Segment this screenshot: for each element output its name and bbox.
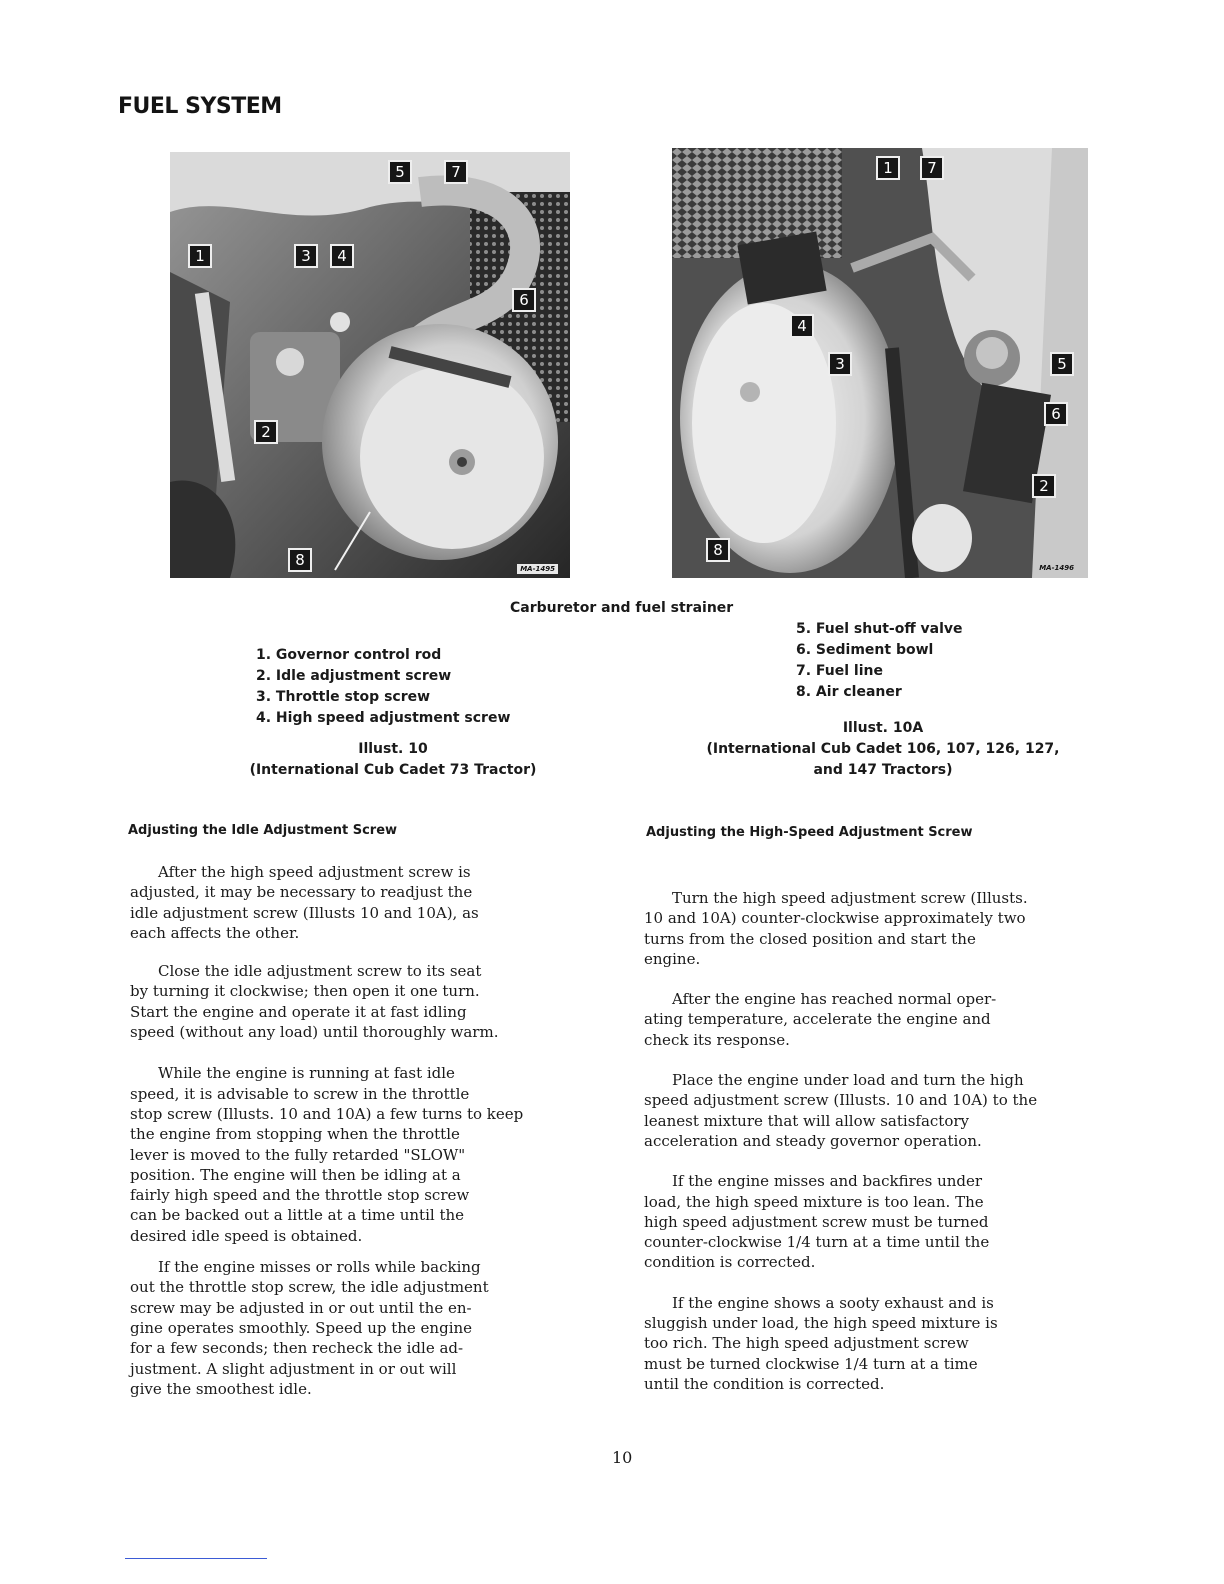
paragraph: Place the engine under load and turn the high speed adjustment screw (Illusts. 10 and 10A) to the leanest mixture that will allow satisfactory acceleration and steady governor operation. <box>644 1071 1038 1150</box>
illustration-number: Illust. 10 <box>358 741 428 757</box>
legend-item: 8. Air cleaner <box>796 684 902 700</box>
photo-code-label: MA-1495 <box>517 564 558 574</box>
callout-1: 1 <box>876 156 900 180</box>
legend-right <box>796 619 963 703</box>
illustration-label-left <box>208 739 578 781</box>
paragraph: If the engine misses and backfires under load, the high speed mixture is too lean. The high speed adjustment screw must be turned counter-clockwise 1/4 turn at a time until the condition is corrected. <box>644 1172 990 1272</box>
legend-item: 2. Idle adjustment screw <box>256 668 452 684</box>
figure-caption: Carburetor and fuel strainer <box>510 600 734 616</box>
paragraph: Turn the high speed adjustment screw (Illusts. 10 and 10A) counter-clockwise approximately two turns from the closed position and start the engine. <box>644 889 1028 968</box>
legend-item: 1. Governor control rod <box>256 647 442 663</box>
left-column <box>130 862 620 1399</box>
photo-code-label: MA-1496 <box>1039 564 1074 572</box>
legend-item: 6. Sediment bowl <box>796 642 934 658</box>
callout-8: 8 <box>706 538 730 562</box>
page-title: FUEL SYSTEM <box>118 94 282 119</box>
callout-3: 3 <box>294 244 318 268</box>
engine-photo-right <box>672 148 1088 578</box>
paragraph: After the high speed adjustment screw is adjusted, it may be necessary to readjust the idle adjustment screw (Illusts 10 and 10A), as each affects the other. <box>130 863 479 942</box>
paragraph: If the engine shows a sooty exhaust and is sluggish under load, the high speed mixture is too rich. The high speed adjustment screw must be turned clockwise 1/4 turn at a time until the condition is corrected. <box>644 1293 998 1393</box>
paragraph: After the engine has reached normal oper- ating temperature, accelerate the engine and check its response. <box>644 990 997 1049</box>
callout-2: 2 <box>254 420 278 444</box>
photo-illust-10a <box>672 148 1088 578</box>
paragraph: Close the idle adjustment screw to its seat by turning it clockwise; then open it one turn. Start the engine and operate it at fast idling speed (without any load) until thoroughly warm. <box>130 962 499 1042</box>
illustration-models: (International Cub Cadet 73 Tractor) <box>249 762 537 778</box>
footer-rule <box>125 1558 267 1559</box>
photo-illust-10 <box>170 152 570 578</box>
callout-7: 7 <box>920 156 944 180</box>
callout-4: 4 <box>330 244 354 268</box>
illustration-models: (International Cub Cadet 106, 107, 126, 127, <box>706 741 1060 757</box>
right-column <box>644 888 1140 1394</box>
callout-3: 3 <box>828 352 852 376</box>
legend-item: 7. Fuel line <box>796 663 883 679</box>
legend-item: 5. Fuel shut-off valve <box>796 621 963 637</box>
legend-item: 4. High speed adjustment screw <box>256 710 511 726</box>
callout-6: 6 <box>512 288 536 312</box>
callout-1: 1 <box>188 244 212 268</box>
callout-7: 7 <box>444 160 468 184</box>
paragraph: If the engine misses or rolls while backing out the throttle stop screw, the idle adjustment screw may be adjusted in or out until the en- gine operates smoothly. Speed up the engine for a few seconds; then recheck the idle ad- justment. A slight adjustment in or out will give the smoothest idle. <box>130 1258 489 1398</box>
section-heading-idle: Adjusting the Idle Adjustment Screw <box>128 823 398 838</box>
illustration-label-right <box>680 718 1086 781</box>
illustration-models: and 147 Tractors) <box>813 762 953 778</box>
callout-6: 6 <box>1044 402 1068 426</box>
legend-item: 3. Throttle stop screw <box>256 689 431 705</box>
callout-5: 5 <box>388 160 412 184</box>
legend-left <box>256 645 510 729</box>
section-heading-high-speed: Adjusting the High-Speed Adjustment Screw <box>646 825 973 840</box>
callout-4: 4 <box>790 314 814 338</box>
callout-2: 2 <box>1032 474 1056 498</box>
illustration-number: Illust. 10A <box>842 720 924 736</box>
callout-8: 8 <box>288 548 312 572</box>
callout-5: 5 <box>1050 352 1074 376</box>
page-number: 10 <box>612 1448 633 1467</box>
paragraph: While the engine is running at fast idle speed, it is advisable to screw in the throttle stop screw (Illusts. 10 and 10A) a few turns to keep the engine from stopping when the throttle lever is moved to the fully retarded "SLOW" position. The engine will then be idling at a fairly high speed and the throttle stop screw can be backed out a little at a time until the desired idle speed is obtained. <box>130 1064 524 1245</box>
engine-photo-left <box>170 152 570 578</box>
